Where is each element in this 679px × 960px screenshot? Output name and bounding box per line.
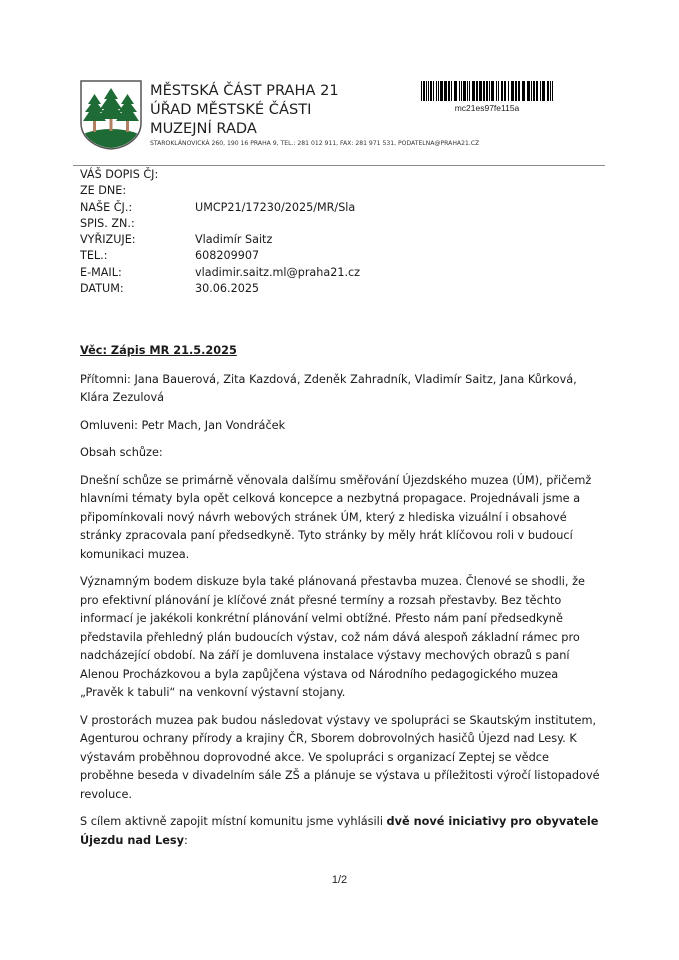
- barcode-bar: [454, 81, 457, 101]
- barcode-bar: [522, 81, 525, 101]
- barcode-bar: [426, 81, 427, 101]
- barcode-bar: [527, 81, 530, 101]
- meta-label: SPIS. ZN.:: [80, 216, 135, 230]
- barcode-bar: [421, 81, 422, 101]
- subject-line: Věc: Zápis MR 21.5.2025: [80, 344, 237, 357]
- barcode-bar: [430, 81, 432, 101]
- org-address: STAROKLÁNOVICKÁ 260, 190 16 PRAHA 9, TEL.: 281 012 911, FAX: 281 971 531, PODATELNA@PRAHA21.CZ: [150, 140, 480, 147]
- barcode-bar: [491, 81, 494, 101]
- initiatives-intro: S cílem aktivně zapojit místní komunitu jsme vyhlásili: [80, 815, 387, 828]
- barcode-bar: [515, 81, 517, 101]
- paragraph-initiatives: [80, 813, 605, 850]
- coat-of-arms-logo-icon: [79, 79, 143, 151]
- header-divider: [73, 165, 605, 166]
- meta-row-date-of-letter: [80, 183, 360, 199]
- barcode-bar: [518, 81, 520, 101]
- barcode-bar: [461, 81, 462, 101]
- barcode-bar: [486, 81, 488, 101]
- meta-label: VÁŠ DOPIS ČJ:: [80, 168, 159, 181]
- initiatives-emphasis: dvě nové iniciativy pro obyvatele Újezdu nad Lesy: [80, 815, 599, 847]
- meta-value: 608209907: [195, 249, 260, 263]
- organization-name: [150, 81, 339, 138]
- meta-value: vladimir.saitz.ml@praha21.cz: [195, 265, 361, 279]
- barcode-bar: [444, 81, 447, 101]
- meta-value: UMCP21/17230/2025/MR/Sla: [195, 200, 356, 214]
- meta-row-file-ref: [80, 216, 360, 232]
- barcode: [421, 81, 553, 101]
- barcode-bar: [476, 81, 478, 101]
- meta-label: TEL.:: [80, 249, 108, 263]
- paragraph-exhibitions: V prostorách muzea pak budou následovat výstavy ve spolupráci se Skautským institutem, Agenturou ochrany přírody a krajiny ČR, Sborem dobrovolných hasičů Újezd nad Lesy. K výstavám proběhnou doprovodné akce. Ve spolupráci s organizací Zeptej se vědce proběhne beseda v divadelním sále ZŠ a plánuje se výstava u příležitosti výročí listopadové revoluce.: [80, 713, 600, 801]
- barcode-bar: [440, 81, 443, 101]
- barcode-bar: [501, 81, 503, 101]
- meta-label: ZE DNE:: [80, 184, 127, 198]
- barcode-bar: [423, 81, 425, 101]
- barcode-bar: [433, 81, 434, 101]
- barcode-bar: [547, 81, 549, 101]
- barcode-bar: [508, 81, 509, 101]
- meta-label: DATUM:: [80, 282, 124, 296]
- barcode-bar: [428, 81, 429, 101]
- barcode-bar: [472, 81, 475, 101]
- barcode-bar: [436, 81, 437, 101]
- barcode-bar: [459, 81, 460, 101]
- barcode-bar: [504, 81, 506, 101]
- page-number: 1/2: [331, 874, 348, 886]
- org-line-1: MĚSTSKÁ ČÁST PRAHA 21: [150, 82, 339, 99]
- barcode-bar: [533, 81, 535, 101]
- barcode-bar: [511, 81, 514, 101]
- meta-label: VYŘIZUJE:: [80, 233, 136, 247]
- barcode-bar: [531, 81, 532, 101]
- barcode-bar: [451, 81, 452, 101]
- org-line-3: MUZEJNÍ RADA: [150, 120, 257, 137]
- barcode-bar: [483, 81, 485, 101]
- attendees-present: Přítomni: Jana Bauerová, Zita Kazdová, Zdeněk Zahradník, Vladimír Saitz, Jana Kůrková, Klára Zezulová: [80, 372, 577, 404]
- paragraph-website: Dnešní schůze se primárně věnovala dalšímu směřování Újezdského muzea (ÚM), přičemž hlavními tématy byla opět celková koncepce a nezbytná propagace. Projednávali jsme a připomínkovali nový návrh webových stránek ÚM, který z hlediska vizuální i obsahové stránky zpracovala paní předsedkyně. Tyto stránky by měly hrát klíčovou roli v budoucí komunikaci muzea.: [80, 473, 592, 561]
- meta-row-date: [80, 281, 360, 297]
- meta-value: 30.06.2025: [195, 282, 260, 296]
- barcode-bar: [498, 81, 499, 101]
- barcode-bar: [489, 81, 490, 101]
- meta-value: Vladimír Saitz: [195, 233, 273, 247]
- trunk-left: [93, 121, 96, 132]
- reference-block: [80, 167, 360, 297]
- letter-body: [80, 342, 605, 859]
- barcode-bar: [552, 81, 553, 101]
- barcode-bar: [463, 81, 466, 101]
- barcode-bar: [479, 81, 482, 101]
- meta-row-email: [80, 265, 360, 281]
- meta-label: NAŠE ČJ.:: [80, 200, 133, 214]
- trunk-center: [110, 119, 113, 131]
- barcode-bar: [438, 81, 439, 101]
- meta-row-our-ref: [80, 200, 360, 216]
- barcode-bar: [448, 81, 450, 101]
- trunk-right: [126, 121, 129, 132]
- meta-label: E-MAIL:: [80, 265, 122, 279]
- contents-heading: Obsah schůze:: [80, 446, 163, 459]
- meta-row-phone: [80, 248, 360, 264]
- barcode-bar: [496, 81, 497, 101]
- barcode-bar: [467, 81, 468, 101]
- barcode-bar: [542, 81, 545, 101]
- barcode-bar: [536, 81, 538, 101]
- barcode-bar: [550, 81, 551, 101]
- barcode-bar: [469, 81, 470, 101]
- initiatives-colon: :: [183, 833, 188, 847]
- barcode-bar: [540, 81, 541, 101]
- meta-row-your-letter: [80, 167, 360, 183]
- org-line-2: ÚŘAD MĚSTSKÉ ČÁSTI: [150, 101, 312, 118]
- paragraph-reconstruction: Významným bodem diskuze byla také plánovaná přestavba muzea. Členové se shodli, že pro efektivní plánování je klíčové znát přesné termíny a rozsah přestavby. Bez těchto informací je jakékoli konkrétní plánování velmi obtížné. Přesto nám paní předsedkyně představila přehledný plán budoucích výstav, což nám dává alespoň základní rámec pro nadcházející období. Na září je domluvena instalace výstavy mechových obrazů s paní Alenou Procházkovou a byla zapůjčena výstava od Národního pedagogického muzea „Pravěk k tabuli“ na venkovní výstavní stojany.: [80, 575, 585, 699]
- meta-row-handled-by: [80, 232, 360, 248]
- attendees-excused: Omluveni: Petr Mach, Jan Vondráček: [80, 418, 286, 432]
- barcode-label: mc21es97fe115a: [454, 103, 520, 113]
